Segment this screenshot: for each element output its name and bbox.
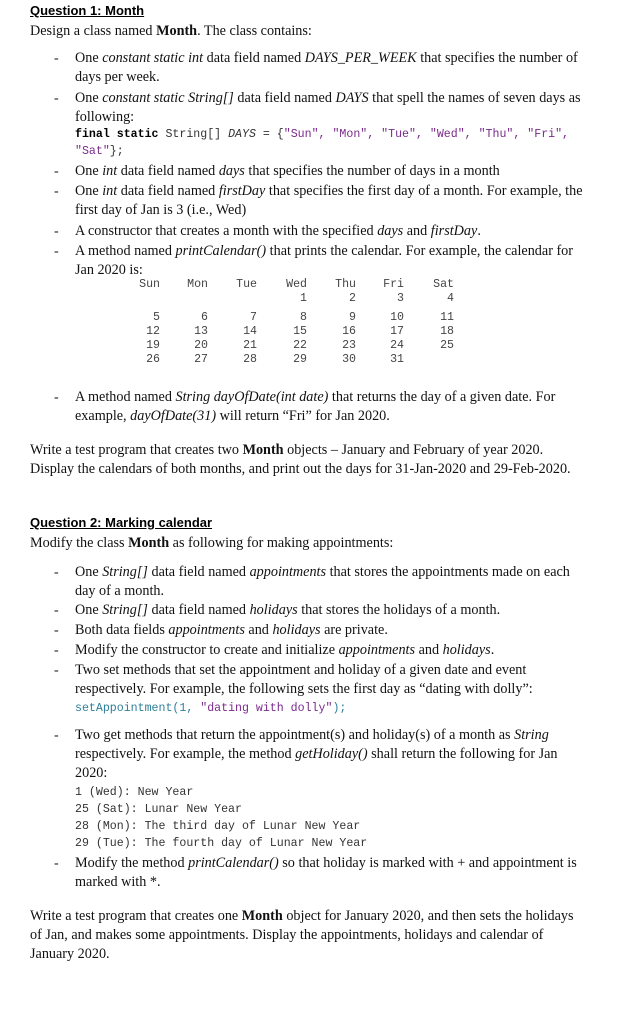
q1-bullet-dayofdate: A method named String dayOfDate(int date) that returns the day of a given date. For — [75, 389, 556, 405]
bullet-dash: - — [54, 184, 59, 199]
calendar-day-cell: 1 — [300, 292, 307, 305]
q2-bullet-appointments: One String[] data field named appointments that stores the appointments made on each — [75, 564, 570, 580]
code-days-declaration-cont: "Sat"}; — [75, 145, 124, 158]
calendar-day-cell: 15 — [293, 325, 307, 338]
calendar-day-cell: 14 — [243, 325, 257, 338]
q2-bullet-appointments-cont: day of a month. — [75, 583, 165, 599]
calendar-day-cell: 2 — [349, 292, 356, 305]
calendar-day-cell: 27 — [194, 353, 208, 366]
code-set-appointment: setAppointment(1, "dating with dolly"); — [75, 702, 347, 715]
calendar-day-cell: 12 — [146, 325, 160, 338]
bullet-dash: - — [54, 623, 59, 638]
bullet-dash: - — [54, 224, 59, 239]
q2-intro: Modify the class Month as following for making appointments: — [30, 535, 394, 551]
calendar-header-cell: Thu — [335, 278, 356, 291]
holiday-output-line: 28 (Mon): The third day of Lunar New Year — [75, 820, 361, 833]
calendar-day-cell: 17 — [390, 325, 404, 338]
calendar-day-cell: 25 — [440, 339, 454, 352]
calendar-day-cell: 26 — [146, 353, 160, 366]
q1-bullet-firstday: One int data field named firstDay that specifies the first day of a month. For example, the — [75, 183, 583, 199]
bullet-dash: - — [54, 603, 59, 618]
bullet-dash: - — [54, 164, 59, 179]
calendar-day-cell: 21 — [243, 339, 257, 352]
calendar-header-cell: Mon — [187, 278, 208, 291]
calendar-day-cell: 23 — [342, 339, 356, 352]
calendar-day-cell: 28 — [243, 353, 257, 366]
q2-test-program-cont: of Jan, and makes some appointments. Display the appointments, holidays and calendar of — [30, 927, 544, 943]
calendar-header-cell: Fri — [383, 278, 404, 291]
holiday-output-line: 1 (Wed): New Year — [75, 786, 194, 799]
calendar-day-cell: 9 — [349, 311, 356, 324]
holiday-output-line: 29 (Tue): The fourth day of Lunar New Year — [75, 837, 368, 850]
q1-bullet-dayofdate-cont: example, dayOfDate(31) will return “Fri” for Jan 2020. — [75, 408, 390, 424]
calendar-day-cell: 11 — [440, 311, 454, 324]
q1-bullet-printcalendar: A method named printCalendar() that prints the calendar. For example, the calendar for — [75, 243, 574, 259]
q1-intro: Design a class named Month. The class contains: — [30, 23, 312, 39]
q2-bullet-set-methods: Two set methods that set the appointment and holiday of a given date and event — [75, 662, 527, 678]
calendar-day-cell: 7 — [250, 311, 257, 324]
q1-bullet-days-array: One constant static String[] data field named DAYS that spell the names of seven days as — [75, 90, 581, 106]
calendar-header-cell: Sat — [433, 278, 454, 291]
calendar-header-cell: Tue — [236, 278, 257, 291]
calendar-day-cell: 16 — [342, 325, 356, 338]
calendar-header-cell: Wed — [286, 278, 307, 291]
holiday-output-line: 25 (Sat): Lunar New Year — [75, 803, 242, 816]
calendar-day-cell: 30 — [342, 353, 356, 366]
calendar-day-cell: 5 — [153, 311, 160, 324]
q1-bullet-printcalendar-cont: Jan 2020 is: — [75, 262, 143, 278]
q1-bullet-days-field: One int data field named days that specifies the number of days in a month — [75, 163, 500, 179]
q2-bullet-constructor: Modify the constructor to create and initialize appointments and holidays. — [75, 642, 495, 658]
bullet-dash: - — [54, 244, 59, 259]
bullet-dash: - — [54, 51, 59, 66]
calendar-day-cell: 24 — [390, 339, 404, 352]
bullet-dash: - — [54, 643, 59, 658]
code-days-declaration: final static String[] DAYS = {"Sun", "Mon", "Tue", "Wed", "Thu", "Fri", — [75, 128, 570, 141]
q1-title: Question 1: Month — [30, 3, 145, 18]
calendar-day-cell: 8 — [300, 311, 307, 324]
calendar-day-cell: 10 — [390, 311, 404, 324]
calendar-header-cell: Sun — [139, 278, 160, 291]
calendar-day-cell: 31 — [390, 353, 404, 366]
q2-test-program-cont2: January 2020. — [30, 946, 110, 962]
calendar-day-cell: 3 — [397, 292, 404, 305]
bullet-dash: - — [54, 856, 59, 871]
q2-bullet-get-methods: Two get methods that return the appointment(s) and holiday(s) of a month as String — [75, 727, 549, 743]
calendar-day-cell: 22 — [293, 339, 307, 352]
q1-test-program: Write a test program that creates two Month objects – January and February of year 2020. — [30, 442, 544, 458]
q2-bullet-printcalendar-cont: marked with *. — [75, 874, 161, 890]
bullet-dash: - — [54, 91, 59, 106]
calendar-day-cell: 6 — [201, 311, 208, 324]
bullet-dash: - — [54, 663, 59, 678]
q2-bullet-get-methods-cont: respectively. For example, the method getHoliday() shall return the following for Jan — [75, 746, 558, 762]
q1-bullet-days-per-week-cont: days per week. — [75, 69, 160, 85]
q1-bullet-constructor: A constructor that creates a month with the specified days and firstDay. — [75, 223, 481, 239]
q2-bullet-private: Both data fields appointments and holidays are private. — [75, 622, 388, 638]
calendar-day-cell: 13 — [194, 325, 208, 338]
calendar-day-cell: 4 — [447, 292, 454, 305]
q2-bullet-holidays: One String[] data field named holidays that stores the holidays of a month. — [75, 602, 501, 618]
q1-bullet-firstday-cont: first day of Jan is 3 (i.e., Wed) — [75, 202, 247, 218]
q2-bullet-get-methods-cont2: 2020: — [75, 765, 108, 781]
q1-bullet-days-array-cont: following: — [75, 109, 135, 125]
q2-bullet-printcalendar: Modify the method printCalendar() so that holiday is marked with + and appointment is — [75, 855, 577, 871]
q2-test-program: Write a test program that creates one Month object for January 2020, and then sets the holidays — [30, 908, 574, 924]
bullet-dash: - — [54, 565, 59, 580]
q2-bullet-set-methods-cont: respectively. For example, the following sets the first day as “dating with dolly”: — [75, 681, 533, 697]
calendar-day-cell: 20 — [194, 339, 208, 352]
calendar-day-cell: 18 — [440, 325, 454, 338]
calendar-day-cell: 29 — [293, 353, 307, 366]
calendar-day-cell: 19 — [146, 339, 160, 352]
q1-test-program-cont: Display the calendars of both months, and print out the days for 31-Jan-2020 and 29-Feb-2020. — [30, 461, 571, 477]
bullet-dash: - — [54, 728, 59, 743]
q1-bullet-days-per-week: One constant static int data field named DAYS_PER_WEEK that specifies the number of — [75, 50, 578, 66]
bullet-dash: - — [54, 390, 59, 405]
q2-title: Question 2: Marking calendar — [30, 515, 213, 530]
